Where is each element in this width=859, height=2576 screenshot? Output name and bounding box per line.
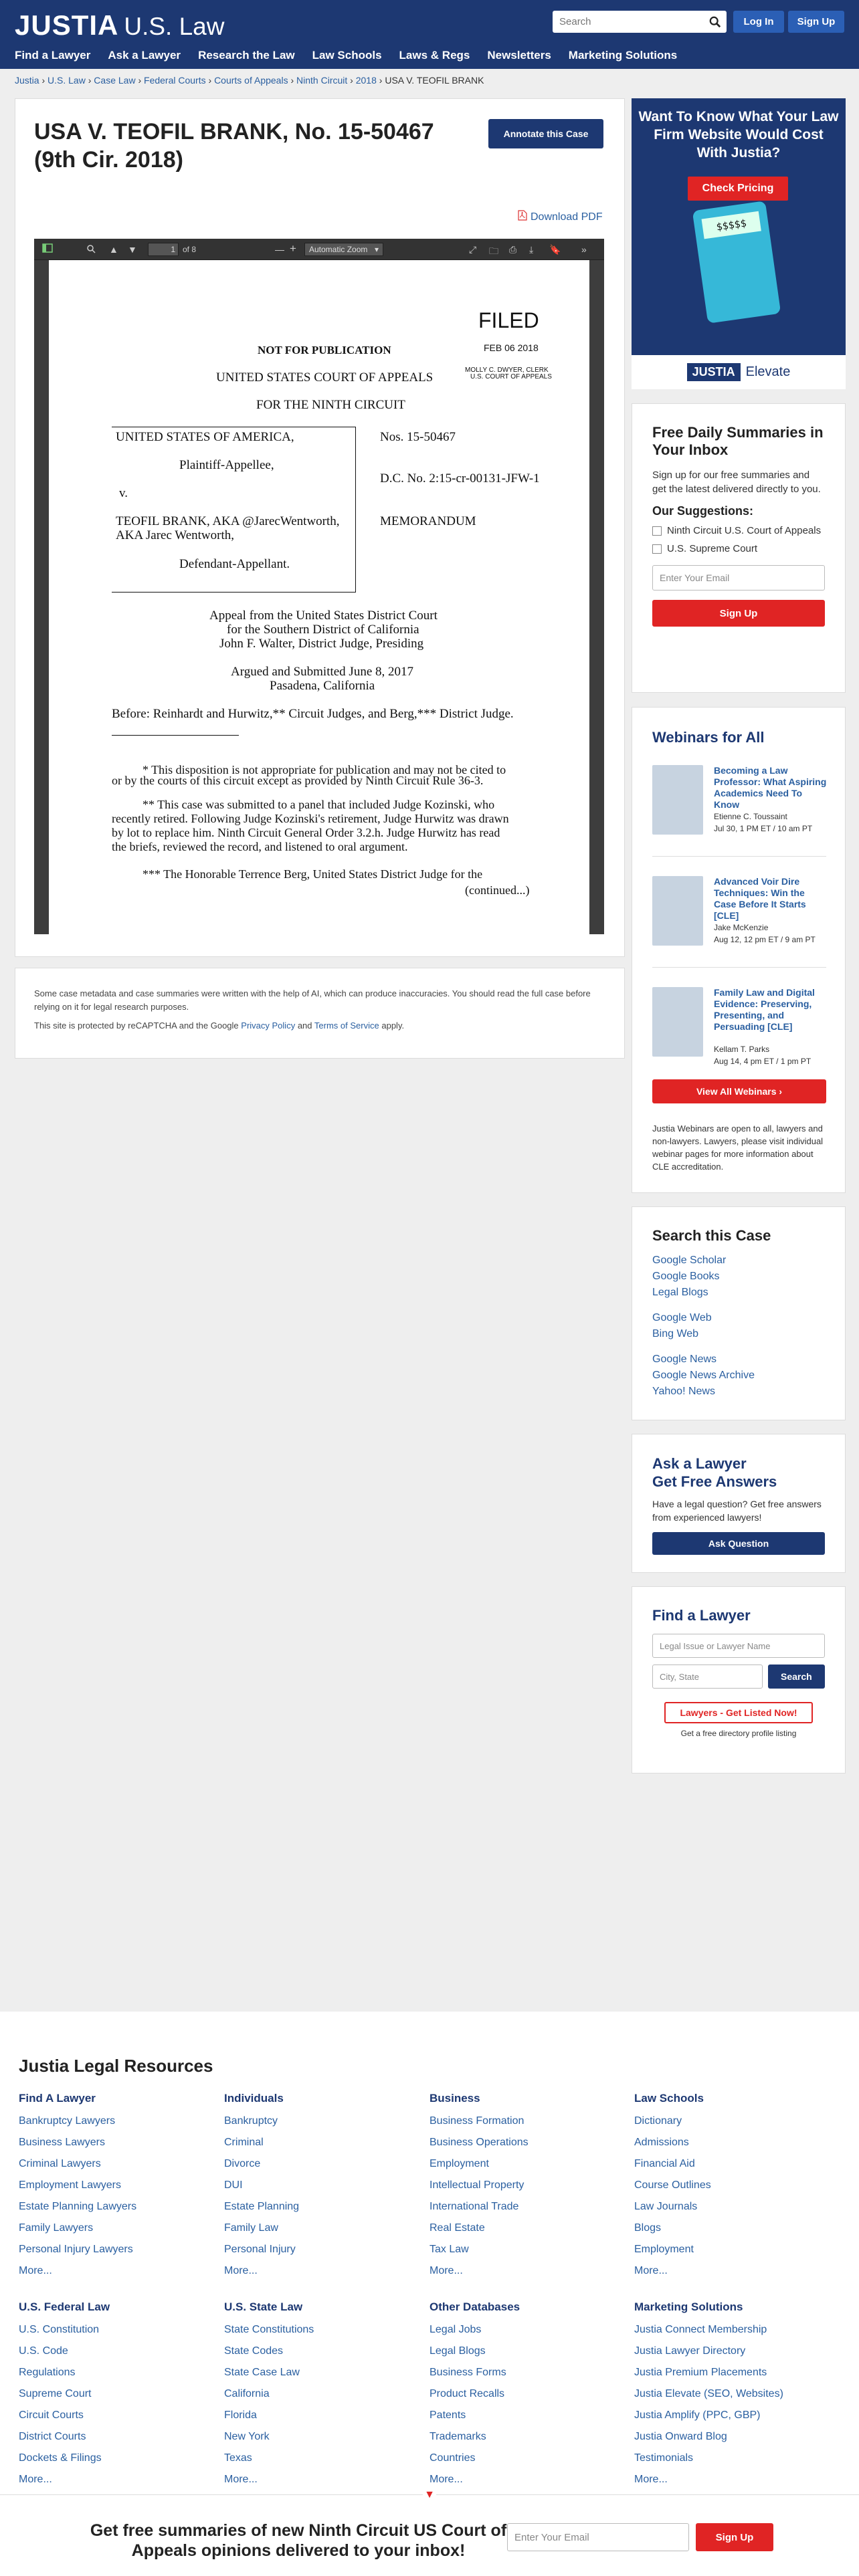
footer-column [430, 2300, 624, 2490]
crumb-ninth[interactable]: Ninth Circuit [296, 75, 348, 86]
footer-link[interactable]: Family Lawyers [19, 2222, 94, 2234]
bookmark-icon[interactable]: 🔖 [549, 244, 561, 255]
doc-text: U.S. COURT OF APPEALS [470, 373, 552, 381]
nav-laws-regs[interactable]: Laws & Regs [399, 49, 470, 62]
footer-column-heading: U.S. Federal Law [19, 2300, 110, 2313]
footer-link[interactable]: Legal Blogs [430, 2345, 486, 2357]
view-all-webinars-button[interactable]: View All Webinars › [652, 1079, 826, 1103]
footer-link[interactable]: State Case Law [224, 2367, 300, 2378]
pdf-toolbar [34, 239, 604, 260]
footer-link[interactable]: Regulations [19, 2367, 76, 2378]
footer-link[interactable]: More... [634, 2265, 668, 2276]
nav-newsletters[interactable]: Newsletters [487, 49, 551, 62]
footer-column-heading: Law Schools [634, 2092, 704, 2105]
footer-column-heading: Business [430, 2092, 480, 2105]
bing-web-link[interactable]: Bing Web [652, 1328, 699, 1339]
footer-column-heading: Marketing Solutions [634, 2300, 743, 2313]
footer-link[interactable]: Justia Elevate (SEO, Websites) [634, 2388, 783, 2399]
webinar-date: Jul 30, 1 PM ET / 10 am PT [714, 824, 813, 833]
signup-button[interactable]: Sign Up [788, 11, 844, 33]
footer-link[interactable]: Family Law [224, 2222, 278, 2234]
breadcrumb: Justia › U.S. Law › Case Law › Federal Courts › Courts of Appeals › Ninth Circuit › 2018 › USA V. TEOFIL BRANK [15, 75, 484, 86]
divider [652, 856, 826, 857]
summaries-desc: Sign up for our free summaries and get the latest delivered directly to you. [652, 469, 821, 495]
google-books-link[interactable]: Google Books [652, 1271, 720, 1282]
search-input[interactable] [553, 11, 700, 33]
footer-link[interactable]: New York [224, 2431, 270, 2442]
doc-text: UNITED STATES COURT OF APPEALS [216, 370, 434, 385]
footer-link[interactable]: Criminal [224, 2137, 264, 2148]
footer-link[interactable]: Texas [224, 2452, 252, 2464]
elevate-ad[interactable] [632, 98, 846, 389]
search-case-title: Search this Case [652, 1227, 771, 1244]
speaker-photo [652, 876, 703, 946]
footer-link[interactable]: Employment Lawyers [19, 2179, 121, 2191]
check-pricing-button[interactable]: Check Pricing [688, 177, 788, 201]
checkbox[interactable] [652, 544, 662, 554]
google-scholar-link[interactable]: Google Scholar [652, 1255, 727, 1266]
page-count: of 8 [183, 245, 197, 254]
doc-text: (continued...) [465, 883, 530, 897]
footer-column [634, 2300, 828, 2490]
footer-link[interactable]: DUI [224, 2179, 243, 2191]
suggestion-ninth-circuit[interactable]: Ninth Circuit U.S. Court of Appeals [652, 525, 825, 536]
footer-link[interactable]: Admissions [634, 2137, 689, 2148]
footer-link[interactable]: More... [224, 2265, 258, 2276]
doc-text: Nos. 15-50467 [380, 430, 456, 444]
footer-link[interactable]: Estate Planning Lawyers [19, 2201, 137, 2212]
doc-text: Pasadena, California [270, 679, 375, 693]
doc-text: v. [119, 486, 128, 500]
ask-title: Ask a Lawyer Get Free Answers [652, 1455, 777, 1490]
sidebar-toggle-icon[interactable] [42, 243, 53, 255]
doc-text: MEMORANDUM [380, 514, 476, 528]
bar-email-field[interactable]: Enter Your Email [507, 2523, 689, 2551]
doc-text: or by the courts of this circuit except as provided by Ninth Circuit Rule 36-3. [112, 774, 484, 787]
footer-column [224, 2092, 418, 2282]
footer-link[interactable]: State Constitutions [224, 2324, 314, 2335]
next-page-icon[interactable]: ▼ [128, 244, 137, 255]
speaker-photo [652, 987, 703, 1057]
footnote-rule [112, 735, 239, 736]
footer-column [224, 2300, 418, 2490]
footer-link[interactable]: Business Forms [430, 2367, 506, 2378]
nav-ask-lawyer[interactable]: Ask a Lawyer [108, 49, 181, 62]
footer-link[interactable]: Business Formation [430, 2115, 524, 2127]
footer-column [634, 2092, 828, 2282]
doc-text: UNITED STATES OF AMERICA, [116, 430, 294, 444]
doc-text: MOLLY C. DWYER, CLERK [465, 366, 549, 374]
footer-link[interactable]: District Courts [19, 2431, 86, 2442]
footer-link[interactable]: More... [224, 2474, 258, 2485]
footer-column-heading: Individuals [224, 2092, 284, 2105]
footer-link[interactable]: Employment [634, 2244, 694, 2255]
doc-text: Defendant-Appellant. [179, 557, 290, 571]
doc-text: * This disposition is not appropriate for publication and may not be cited to [142, 763, 506, 776]
webinar-date: Aug 14, 4 pm ET / 1 pm PT [714, 1057, 812, 1066]
footer-link[interactable]: Justia Amplify (PPC, GBP) [634, 2409, 761, 2421]
doc-text: recently retired. Following Judge Kozinski's retirement, Judge Hurwitz was drawn [112, 812, 509, 825]
save-icon[interactable]: ⤓ [529, 244, 534, 255]
disclaimer-card [15, 968, 625, 1059]
footer-link[interactable]: Justia Onward Blog [634, 2431, 727, 2442]
find-icon[interactable] [86, 244, 96, 255]
footer-link[interactable]: Florida [224, 2409, 257, 2421]
footer-link[interactable]: Business Operations [430, 2137, 529, 2148]
main-nav [15, 49, 677, 62]
download-pdf-link[interactable]: Download PDF [518, 210, 603, 224]
doc-text: TEOFIL BRANK, AKA @JarecWentworth, [116, 514, 340, 528]
yahoo-news-link[interactable]: Yahoo! News [652, 1386, 715, 1397]
footer-link[interactable]: Course Outlines [634, 2179, 711, 2191]
doc-text: *** The Honorable Terrence Berg, United States District Judge for the [142, 867, 483, 881]
webinar-speaker: Jake McKenzie [714, 923, 769, 932]
nav-research-law[interactable]: Research the Law [198, 49, 295, 62]
footer-link[interactable]: Testimonials [634, 2452, 694, 2464]
footer-link[interactable]: Product Recalls [430, 2388, 505, 2399]
calculator-image: $$$$$ [692, 201, 781, 324]
elevate-logo: JUSTIA Elevate [632, 355, 846, 389]
search-case-card [632, 1206, 846, 1420]
suggestion-supreme-court[interactable]: U.S. Supreme Court [652, 543, 825, 554]
footer-link[interactable]: Financial Aid [634, 2158, 695, 2169]
footer-link[interactable]: U.S. Constitution [19, 2324, 100, 2335]
doc-text: for the Southern District of California [227, 623, 419, 637]
summaries-signup-button[interactable]: Sign Up [652, 600, 825, 627]
find-lawyer-card [632, 1586, 846, 1774]
find-lawyer-search-button[interactable]: Search [768, 1665, 825, 1689]
crumb-2018[interactable]: 2018 [355, 75, 377, 86]
suggestions-label: Our Suggestions: [652, 504, 754, 518]
filed-stamp: FILED [478, 308, 539, 332]
page-title: USA V. TEOFIL BRANK, No. 15-50467 (9th Cir. 2018) [34, 119, 434, 173]
footer-title: Justia Legal Resources [19, 2056, 213, 2076]
webinars-card [632, 707, 846, 1193]
terms-link[interactable]: Terms of Service [314, 1021, 379, 1031]
footer-link[interactable]: Justia Premium Placements [634, 2367, 767, 2378]
crumb-current: USA V. TEOFIL BRANK [385, 75, 484, 86]
footer-link[interactable]: Patents [430, 2409, 466, 2421]
speaker-photo [652, 765, 703, 835]
doc-text: by lot to replace him. Ninth Circuit General Order 3.2.h. Judge Hurwitz has read [112, 826, 500, 839]
webinar-speaker: Etienne C. Toussaint [714, 812, 787, 821]
footer-column [430, 2092, 624, 2282]
footer-link[interactable]: Countries [430, 2452, 476, 2464]
doc-text: NOT FOR PUBLICATION [258, 344, 391, 356]
fullscreen-icon[interactable]: ⤢ [469, 244, 477, 255]
newsletter-bar-text: Get free summaries of new Ninth Circuit US Court of Appeals opinions delivered to your inbox! [90, 2521, 507, 2560]
legal-issue-input[interactable]: Legal Issue or Lawyer Name [652, 1634, 825, 1658]
doc-text: D.C. No. 2:15-cr-00131-JFW-1 [380, 471, 540, 486]
footer-column-heading: U.S. State Law [224, 2300, 303, 2313]
footer-link[interactable]: Personal Injury Lawyers [19, 2244, 133, 2255]
footer-link[interactable]: Intellectual Property [430, 2179, 524, 2191]
footer-link[interactable]: Justia Connect Membership [634, 2324, 767, 2335]
search-icon[interactable] [704, 11, 727, 33]
legal-blogs-link[interactable]: Legal Blogs [652, 1287, 708, 1298]
bar-signup-button[interactable]: Sign Up [696, 2523, 773, 2551]
webinars-note: Justia Webinars are open to all, lawyers and non-lawyers. Lawyers, please visit individual webinar pages for more information about CLE accreditation. [652, 1123, 824, 1172]
ask-desc: Have a legal question? Get free answers from experienced lawyers! [652, 1499, 822, 1523]
collapse-chevron-icon[interactable]: ▼ [423, 2488, 436, 2502]
footer-link[interactable]: More... [430, 2265, 463, 2276]
chevron-down-icon: ▾ [374, 245, 379, 254]
doc-text: AKA Jarec Wentworth, [116, 528, 234, 542]
annotate-button[interactable]: Annotate this Case [488, 119, 603, 148]
doc-text: Appeal from the United States District Court [209, 609, 438, 623]
zoom-in-icon[interactable]: + [290, 242, 296, 255]
nav-law-schools[interactable]: Law Schools [312, 49, 382, 62]
footer-column [19, 2092, 213, 2282]
footer-column-heading: Other Databases [430, 2300, 520, 2313]
footer-link[interactable]: More... [19, 2474, 52, 2485]
webinar-item[interactable] [652, 876, 826, 956]
footer-link[interactable]: Personal Injury [224, 2244, 296, 2255]
crumb-federal[interactable]: Federal Courts [144, 75, 206, 86]
ask-question-button[interactable]: Ask Question [652, 1532, 825, 1555]
site-header [0, 0, 859, 69]
recaptcha-note: This site is protected by reCAPTCHA and the Google Privacy Policy and Terms of Service apply. [34, 1021, 405, 1031]
footer-link[interactable]: U.S. Code [19, 2345, 68, 2357]
footer-column-heading: Find A Lawyer [19, 2092, 96, 2105]
footer-link[interactable]: Circuit Courts [19, 2409, 84, 2421]
google-web-link[interactable]: Google Web [652, 1312, 712, 1323]
webinar-title[interactable]: Advanced Voir Dire Techniques: Win the Case Before It Starts [CLE] [714, 876, 806, 921]
prev-page-icon[interactable]: ▲ [109, 244, 118, 255]
footer-link[interactable]: Dockets & Filings [19, 2452, 102, 2464]
email-field[interactable]: Enter Your Email [652, 565, 825, 591]
get-listed-button[interactable]: Lawyers - Get Listed Now! [664, 1702, 813, 1723]
city-state-input[interactable]: City, State [652, 1665, 763, 1689]
crumb-case-law[interactable]: Case Law [94, 75, 136, 86]
doc-text: Plaintiff-Appellee, [179, 458, 274, 472]
footer-link[interactable]: Blogs [634, 2222, 662, 2234]
page-number-input[interactable] [148, 243, 179, 256]
footer-column [19, 2300, 213, 2490]
webinar-item[interactable] [652, 765, 826, 845]
doc-text: ** This case was submitted to a panel that included Judge Kozinski, who [142, 798, 495, 811]
zoom-select[interactable]: Automatic Zoom ▾ [304, 243, 383, 256]
footer-link[interactable]: State Codes [224, 2345, 284, 2357]
footer-link[interactable]: California [224, 2388, 270, 2399]
footer-link[interactable]: Legal Jobs [430, 2324, 482, 2335]
privacy-link[interactable]: Privacy Policy [241, 1021, 296, 1031]
doc-text: Argued and Submitted June 8, 2017 [231, 665, 414, 679]
footer-link[interactable]: Dictionary [634, 2115, 682, 2127]
newsletter-bar [0, 2489, 859, 2576]
webinar-title[interactable]: Family Law and Digital Evidence: Preserving, Presenting, and Persuading [CLE] [714, 987, 815, 1032]
footer-link[interactable]: Criminal Lawyers [19, 2158, 101, 2169]
search-box [553, 11, 727, 33]
footer-link[interactable]: Law Journals [634, 2201, 698, 2212]
more-tools-icon[interactable]: » [581, 244, 587, 255]
ai-disclaimer: Some case metadata and case summaries were written with the help of AI, which can produce inaccuracies. You should read the full case before relying on it for legal research purposes. [34, 988, 591, 1012]
footer-link[interactable]: Employment [430, 2158, 489, 2169]
crumb-us-law[interactable]: U.S. Law [47, 75, 86, 86]
find-lawyer-title: Find a Lawyer [652, 1607, 751, 1624]
footer-link[interactable]: More... [19, 2265, 52, 2276]
footer-link[interactable]: Bankruptcy [224, 2115, 278, 2127]
summaries-title: Free Daily Summaries in Your Inbox [652, 424, 824, 458]
footer-link[interactable]: Justia Lawyer Directory [634, 2345, 746, 2357]
footer-link[interactable]: Business Lawyers [19, 2137, 105, 2148]
webinar-date: Aug 12, 12 pm ET / 9 am PT [714, 935, 816, 944]
print-icon[interactable]: ⎙ [509, 244, 517, 255]
zoom-out-icon[interactable]: — [275, 244, 284, 255]
google-news-link[interactable]: Google News [652, 1354, 717, 1365]
login-button[interactable]: Log In [733, 11, 784, 33]
webinar-item[interactable] [652, 987, 826, 1067]
footer-link[interactable]: International Trade [430, 2201, 519, 2212]
justia-logo[interactable]: JUSTIA U.S. Law [15, 9, 225, 41]
checkbox[interactable] [652, 526, 662, 536]
doc-text: FOR THE NINTH CIRCUIT [256, 398, 405, 412]
footer-link[interactable]: Tax Law [430, 2244, 469, 2255]
nav-find-lawyer[interactable]: Find a Lawyer [15, 49, 91, 62]
doc-text: Before: Reinhardt and Hurwitz,** Circuit Judges, and Berg,*** District Judge. [112, 707, 514, 721]
daily-summaries-card [632, 403, 846, 693]
crumb-justia[interactable]: Justia [15, 75, 39, 86]
webinar-speaker: Kellam T. Parks [714, 1045, 770, 1054]
ask-lawyer-card [632, 1434, 846, 1573]
ad-title: Want To Know What Your Law Firm Website Would Cost With Justia? [638, 109, 839, 160]
doc-text: John F. Walter, District Judge, Presiding [219, 637, 424, 651]
webinar-title[interactable]: Becoming a Law Professor: What Aspiring Academics Need To Know [714, 765, 827, 810]
open-file-icon[interactable]: 🗀 [489, 245, 498, 256]
pdf-page [49, 260, 589, 934]
footer-link[interactable]: More... [634, 2474, 668, 2485]
footer-link[interactable]: Real Estate [430, 2222, 485, 2234]
footer-link[interactable]: Bankruptcy Lawyers [19, 2115, 116, 2127]
crumb-appeals[interactable]: Courts of Appeals [214, 75, 288, 86]
footer-link[interactable]: Estate Planning [224, 2201, 300, 2212]
footer-link[interactable]: Divorce [224, 2158, 261, 2169]
filed-date: FEB 06 2018 [484, 342, 539, 353]
pdf-viewer[interactable] [34, 239, 604, 934]
footer-link[interactable]: Trademarks [430, 2431, 486, 2442]
pdf-icon [518, 210, 527, 224]
google-news-archive-link[interactable]: Google News Archive [652, 1370, 755, 1381]
nav-marketing[interactable]: Marketing Solutions [568, 49, 678, 62]
divider [652, 967, 826, 968]
webinars-title: Webinars for All [652, 729, 765, 746]
footer-link[interactable]: More... [430, 2474, 463, 2485]
footer-link[interactable]: Supreme Court [19, 2388, 92, 2399]
doc-text: the briefs, reviewed the record, and listened to oral argument. [112, 840, 408, 853]
get-listed-sub: Get a free directory profile listing [680, 1729, 797, 1738]
